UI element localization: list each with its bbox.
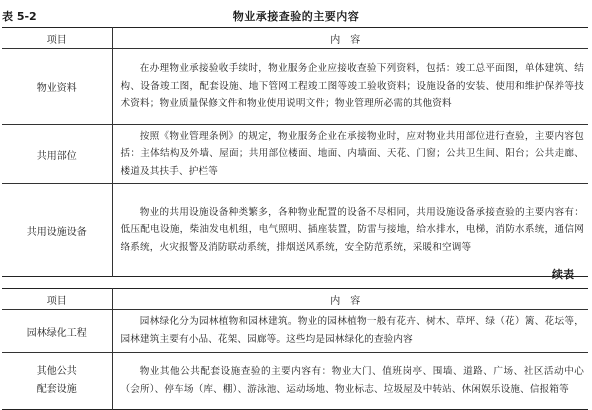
header-content: 内容: [112, 28, 588, 49]
table-row: [2, 125, 588, 184]
table-header-row: [2, 289, 588, 310]
table-caption: [0, 8, 592, 24]
row-content-landscaping: 园林绿化分为园林植物和园林建筑。物业的园林植物一般有花卉、树木、草坪、绿（花）篱、花坛等，园林建筑主要有小品、花架、园廊等。这些均是园林绿化的查验内容: [112, 310, 588, 353]
table-title: 物业承接查验的主要内容: [232, 10, 360, 23]
row-item-common-facilities: 共用设施设备: [2, 184, 112, 277]
row-item-common-parts: 共用部位: [2, 125, 112, 184]
table-continued: [2, 288, 588, 410]
header-content: 内容: [112, 289, 588, 310]
header-item: 项目: [2, 28, 112, 49]
row-item-landscaping: 园林绿化工程: [2, 310, 112, 353]
table-number: 表 5-2: [2, 10, 37, 23]
table-row: [2, 310, 588, 353]
row-item-other-facilities: [2, 353, 112, 410]
row-item-property-docs: 物业资料: [2, 49, 112, 125]
table-main: [2, 27, 588, 277]
row-content-common-facilities: 物业的共用设施设备种类繁多，各种物业配置的设备不尽相同，共用设施设备承接查验的主要内容有：低压配电设施，柴油发电机组，电气照明、插座装置，防雷与接地，给水排水，电梯，消防水系统，通信网络系统，火灾报警及消防联动系统，排烟送风系统，安全防范系统，采暖和空调等: [120, 206, 584, 253]
table-row: [2, 353, 588, 410]
header-item: 项目: [2, 289, 112, 310]
row-item-line: 配套设施: [36, 384, 77, 395]
table-row: [2, 184, 588, 277]
continued-label: 续表: [552, 268, 574, 281]
row-content-property-docs: 在办理物业承接验收手续时，物业服务企业应接收查验下列资料，包括：竣工总平面图，单体建筑、结构、设备竣工图，配套设施、地下管网工程竣工图等竣工验收资料；设施设备的安装、使用和维护保养等技术资料；物业质量保修文件和物业使用说明文件；物业管理所必需的其他资料: [112, 49, 588, 125]
row-content-common-parts: 按照《物业管理条例》的规定，物业服务企业在承接物业时，应对物业共用部位进行查验，主要内容包括：主体结构及外墙、屋面；共用部位楼面、地面、内墙面、天花、门窗；公共卫生间、阳台；公共走廊、楼道及其扶手、护栏等: [112, 125, 588, 184]
table-row: [2, 49, 588, 125]
row-item-line: 其他公共: [36, 366, 77, 377]
row-content-other-facilities: 物业其他公共配套设施查验的主要内容有：物业大门、值班岗亭、围墙、道路、广场、社区活动中心（会所）、停车场（库、棚）、游泳池、运动场地、物业标志、垃圾屋及中转站、休闲娱乐设施、信报箱等: [120, 366, 584, 395]
table-header-row: [2, 28, 588, 49]
